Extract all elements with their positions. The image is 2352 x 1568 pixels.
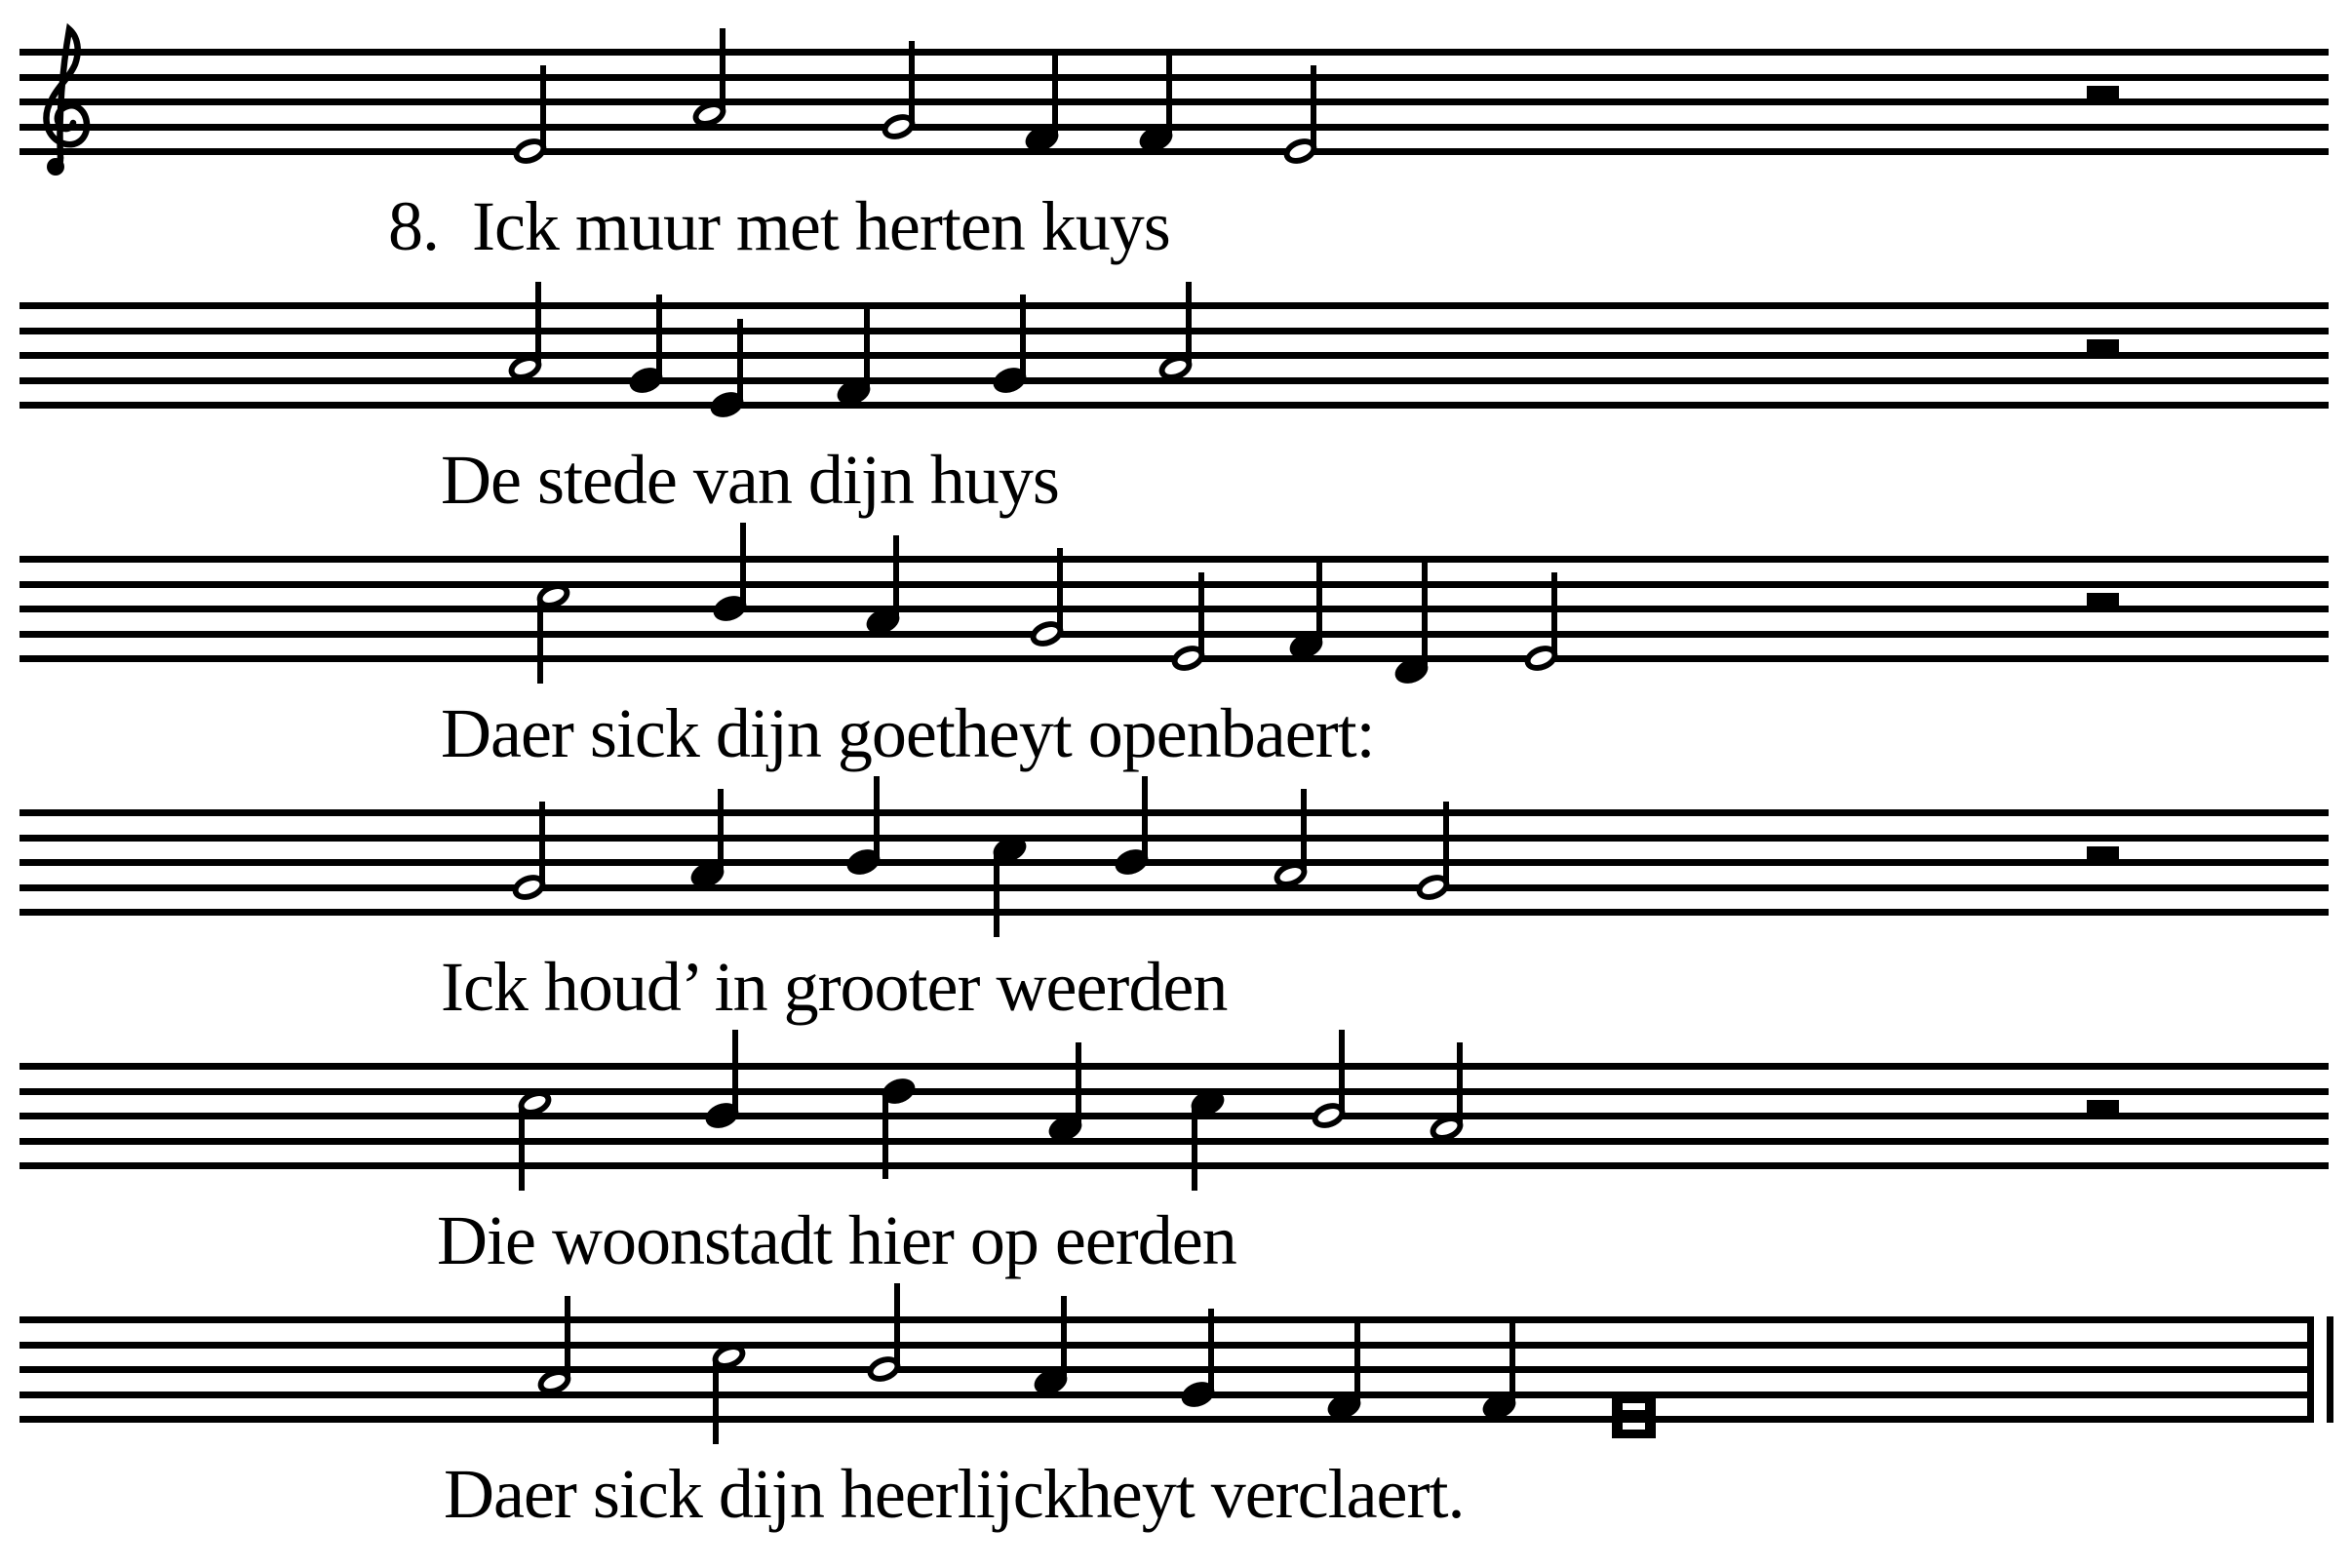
staff-line	[20, 1342, 2313, 1349]
lyric-line-1: 8. Ick muur met herten kuys	[388, 187, 1170, 265]
end-barline	[2327, 1316, 2333, 1423]
lyric-line-2: De stede van dijn huys	[441, 441, 1059, 519]
lyric-line-3: Daer sick dijn goetheyt openbaert:	[441, 694, 1375, 772]
note-stem	[1061, 1296, 1067, 1380]
breve-rung	[1612, 1410, 1656, 1419]
breve-rung	[1612, 1430, 1656, 1438]
lyric-line-6: Daer sick dijn heerlijckheyt verclaert.	[444, 1455, 1465, 1533]
breve-rung	[1612, 1395, 1656, 1403]
staff-line	[20, 1366, 2313, 1373]
lyric-line-4: Ick houd’ in grooter weerden	[441, 948, 1228, 1026]
staff-line	[20, 1392, 2313, 1398]
note-stem	[565, 1296, 570, 1380]
note-stem	[1354, 1320, 1360, 1404]
staff-line	[20, 1416, 2313, 1423]
staff-line	[20, 1316, 2313, 1323]
final-breve-E4	[1612, 1395, 1656, 1438]
note-stem	[894, 1283, 900, 1367]
lyric-line-5: Die woonstadt hier op eerden	[437, 1201, 1236, 1279]
note-stem	[1208, 1309, 1214, 1392]
note-stem	[1509, 1320, 1515, 1404]
end-barline	[2307, 1316, 2314, 1423]
note-stem	[713, 1358, 719, 1444]
